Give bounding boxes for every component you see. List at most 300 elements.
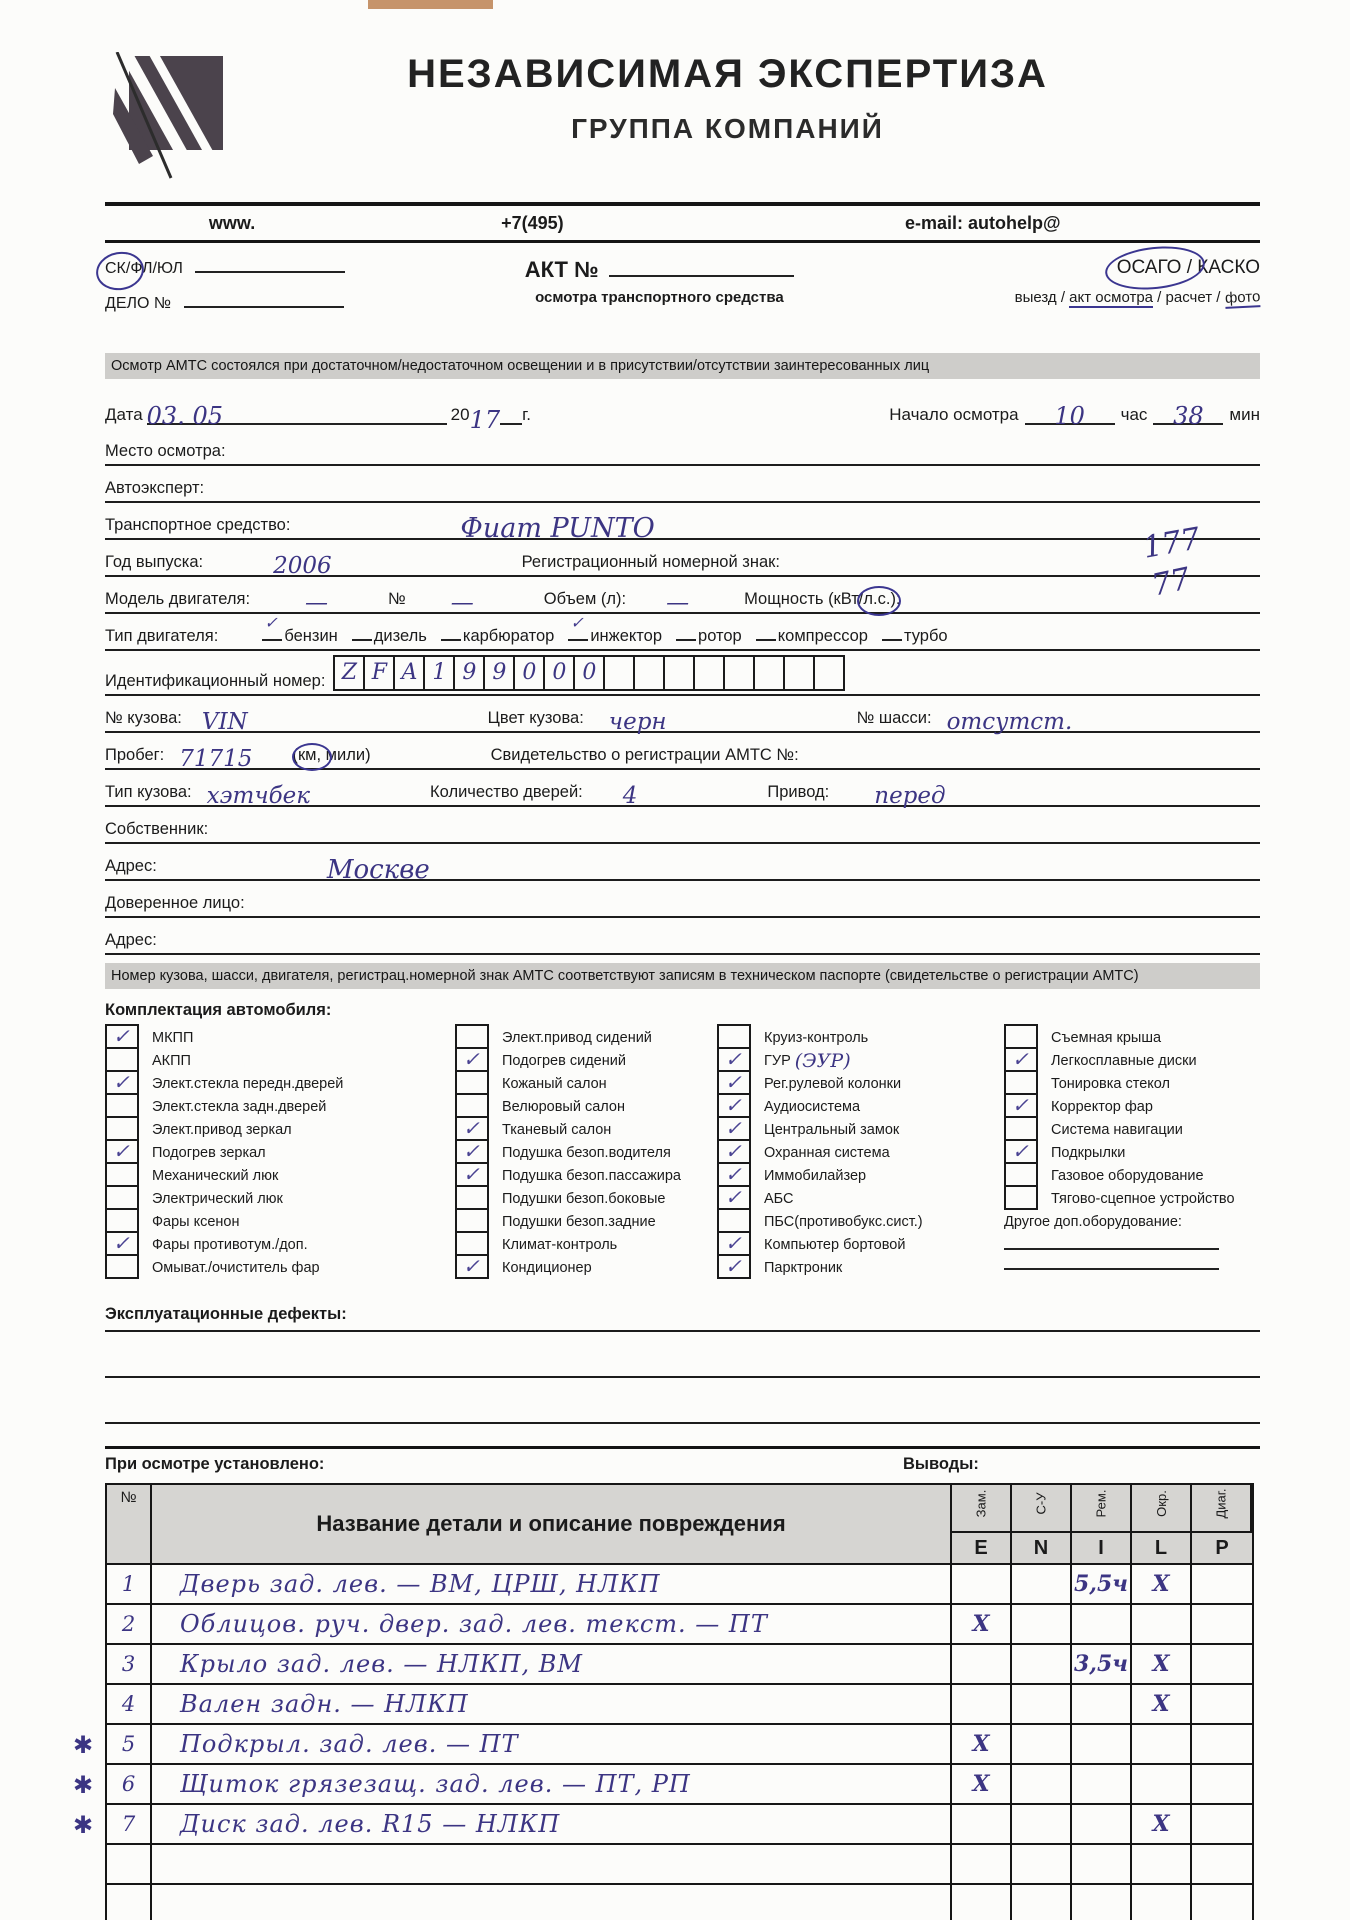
mileage-units (292, 746, 370, 765)
vin-char-handwritten: 9 (462, 660, 477, 685)
checkbox (455, 1208, 489, 1233)
row-number-cell (107, 1645, 152, 1683)
star-mark-icon: ✱ (73, 1812, 94, 1839)
client-type-circled: СК (105, 260, 126, 277)
units-pre: ( (292, 746, 298, 764)
mode-akt-osmotra: акт осмотра (1069, 289, 1154, 306)
conclusion-mark-handwritten: Х (1152, 1571, 1170, 1597)
equipment-item (105, 1187, 455, 1210)
units-circled: км (297, 746, 317, 764)
conclusion-mark-cell (1072, 1845, 1132, 1883)
pen-circle (857, 586, 901, 616)
engine-option-checkslot (882, 629, 902, 641)
owner-label: Собственник: (105, 820, 209, 838)
row-number-cell (107, 1805, 152, 1843)
equipment-item (717, 1046, 1004, 1072)
act-number-line (609, 261, 794, 277)
equipment-item (105, 1069, 455, 1095)
engine-option-label: бензин (284, 627, 338, 645)
conclusion-mark-cell (1192, 1885, 1252, 1920)
checkbox (455, 1185, 489, 1210)
units-post: , мили) (316, 746, 371, 764)
equipment-item (1004, 1118, 1260, 1141)
equipment-item-label: Фары ксенон (152, 1213, 240, 1230)
conclusion-mark-cell (1192, 1845, 1252, 1883)
checkbox (717, 1231, 751, 1256)
conclusion-mark-cell (1132, 1645, 1192, 1683)
vin-cell (663, 655, 695, 691)
equipment-item-label: Элект.стекла передн.дверей (152, 1075, 344, 1092)
check-mark-icon: ✓ (725, 1230, 742, 1255)
row-number-cell (107, 1685, 152, 1723)
inspection-table-body (73, 1565, 1252, 1920)
equipment-item-label: Подогрев сидений (502, 1052, 626, 1069)
date-label: Дата (105, 405, 143, 424)
equipment-item (455, 1115, 717, 1141)
equipment-item-label: Механический люк (152, 1167, 279, 1184)
check-mark-icon: ✓ (113, 1230, 130, 1255)
start-label: Начало осмотра (889, 405, 1019, 424)
address2-label: Адрес: (105, 931, 157, 949)
conclusion-mark-cell (1012, 1885, 1072, 1920)
equipment-item-label: Велюровый салон (502, 1098, 625, 1115)
doors-handwritten: 4 (622, 783, 638, 809)
conclusion-mark-cell (1012, 1565, 1072, 1603)
doors-label: Количество дверей: (430, 783, 583, 801)
equipment-column (105, 1023, 455, 1279)
defects-title: Эксплуатационные дефекты: (105, 1279, 1260, 1332)
engine-option-checkslot (676, 629, 696, 641)
check-mark-icon: ✓ (463, 1115, 480, 1140)
equipment-item (717, 1138, 1004, 1164)
table-col-rotated-label: Окр. (1153, 1490, 1169, 1517)
engine-type-label: Тип двигателя: (105, 627, 219, 645)
equipment-item-label: Съемная крыша (1051, 1029, 1162, 1046)
row-number-handwritten: 5 (121, 1732, 136, 1756)
equipment-item (105, 1164, 455, 1187)
conclusion-mark-cell (1192, 1645, 1252, 1683)
min-label: мин (1229, 405, 1260, 424)
cert-label: Свидетельство о регистрации АМТС №: (490, 746, 799, 764)
vin-cell (633, 655, 665, 691)
equipment-column (1004, 1026, 1260, 1279)
address1-handwritten: Москве (326, 855, 430, 885)
checkbox (717, 1093, 751, 1118)
found-label: При осмотре установлено: (105, 1455, 325, 1473)
table-row (107, 1845, 1252, 1885)
damage-description-handwritten: Крыло зад. лев. — НЛКП, ВМ (180, 1650, 583, 1678)
table-col-rotated-label: Рем. (1093, 1489, 1109, 1518)
equipment-item-label: Парктроник (764, 1259, 843, 1276)
equipment-item-label: Подушка безоп.пассажира (502, 1167, 681, 1184)
conclusion-mark-cell (1132, 1805, 1192, 1843)
conclusion-mark-cell (1072, 1645, 1132, 1683)
insurance-type (867, 257, 1260, 279)
table-col-letter: N (1012, 1533, 1072, 1563)
equipment-item (105, 1138, 455, 1164)
check-mark-icon: ✓ (725, 1138, 742, 1163)
check-mark-icon: ✓ (463, 1253, 480, 1278)
checkbox (1004, 1139, 1038, 1164)
damage-description-cell (152, 1765, 952, 1803)
defects-blank-line (105, 1332, 1260, 1378)
body-type-row (105, 770, 1260, 807)
table-num-header: № (107, 1485, 152, 1563)
damage-description-cell (152, 1565, 952, 1603)
mode-foto: фото (1224, 288, 1261, 307)
checkbox (455, 1254, 489, 1279)
client-type-field (105, 257, 452, 278)
date-value-handwritten: 03. 05 (146, 402, 223, 430)
table-col-letter: E (952, 1533, 1012, 1563)
checkbox (717, 1047, 751, 1072)
engine-option-label: инжектор (590, 627, 663, 645)
check-mark-icon: ✓ (113, 1069, 130, 1094)
equipment-item-label: Рег.рулевой колонки (764, 1075, 902, 1092)
expert-row (105, 466, 1260, 503)
engine-option-checkslot (756, 629, 776, 641)
check-mark-icon: ✓ (1012, 1046, 1029, 1071)
mileage-handwritten: 71715 (179, 746, 253, 772)
check-mark-icon: ✓ (463, 1161, 480, 1186)
conclusion-mark-cell (1012, 1645, 1072, 1683)
owner-row (105, 807, 1260, 844)
damage-description-cell (152, 1845, 952, 1883)
header (105, 0, 1260, 188)
year-suffix: г. (522, 405, 531, 424)
lighting-notice: Осмотр АМТС состоялся при достаточном/недостаточном освещении и в присутствии/отсутствии заинтересованных лиц (105, 353, 1260, 379)
conclusion-mark-cell (1132, 1885, 1192, 1920)
check-mark-icon: ✓ (725, 1161, 742, 1186)
equipment-item (105, 1118, 455, 1141)
checkbox (717, 1185, 751, 1210)
conclusion-mark-cell (1072, 1765, 1132, 1803)
check-mark-icon: ✓ (264, 615, 278, 632)
check-mark-icon: ✓ (1012, 1138, 1029, 1163)
vin-cell (333, 655, 365, 691)
equipment-item (455, 1161, 717, 1187)
conclusion-mark-cell (952, 1725, 1012, 1763)
equipment-item-label: ГУР (764, 1052, 791, 1069)
vin-cell (693, 655, 725, 691)
act-section (105, 257, 1260, 345)
checkbox (1004, 1024, 1038, 1049)
equipment-column (455, 1026, 717, 1279)
pen-circle (93, 248, 147, 294)
inspection-table (73, 1483, 1254, 1920)
damage-description-cell (152, 1685, 952, 1723)
year-value-handwritten: 2006 (273, 553, 332, 579)
equipment-item-label: Подкрылки (1051, 1144, 1126, 1161)
checkbox (1004, 1162, 1038, 1187)
match-note: Номер кузова, шасси, двигателя, регистрац.номерной знак АМТС соответствуют записям в техническом паспорте (свидетельстве о регистрации АМТС) (105, 963, 1260, 989)
equipment-item-label: МКПП (152, 1029, 194, 1046)
service-modes (867, 289, 1260, 308)
year-label: Год выпуска: (105, 553, 204, 571)
equipment-item (1004, 1164, 1260, 1187)
conclusion-mark-handwritten: Х (972, 1771, 990, 1797)
conclusion-mark-cell (1072, 1685, 1132, 1723)
damage-description-cell (152, 1725, 952, 1763)
other-equipment-line (1004, 1250, 1219, 1270)
vin-char-handwritten: 9 (492, 660, 507, 685)
body-type-label: Тип кузова: (105, 783, 192, 801)
vehicle-value-handwritten: Фиат PUNTO (460, 513, 655, 544)
engine-type-option (568, 615, 663, 645)
case-number-field (105, 292, 452, 313)
checkbox (1004, 1070, 1038, 1095)
engine-option-label: турбо (904, 627, 948, 645)
equipment-item-label: Элект.стекла задн.дверей (152, 1098, 327, 1115)
checkbox (717, 1024, 751, 1049)
equipment-item (455, 1095, 717, 1118)
vin-char-handwritten: 0 (582, 660, 597, 685)
conclusion-mark-cell (952, 1765, 1012, 1803)
equipment-item (717, 1210, 1004, 1233)
other-equipment-label: Другое доп.оборудование: (1004, 1214, 1182, 1230)
table-row (107, 1645, 1252, 1685)
defects-blank-line (105, 1378, 1260, 1424)
year-prefix: 20 (450, 405, 470, 424)
body-no-row (105, 696, 1260, 733)
checkbox (105, 1254, 139, 1279)
row-number-handwritten: 4 (121, 1692, 136, 1716)
conclusion-mark-cell (1132, 1765, 1192, 1803)
power-label (744, 590, 900, 609)
conclusion-mark-cell (1192, 1765, 1252, 1803)
company-subtitle: ГРУППА КОМПАНИЙ (571, 113, 884, 144)
row-number-cell (107, 1605, 152, 1643)
power-value-handwritten: 77 (1148, 561, 1194, 604)
row-number-handwritten: 7 (121, 1812, 136, 1836)
engine-type-option (882, 627, 948, 645)
check-mark-icon: ✓ (725, 1046, 742, 1071)
equipment-item-label: Иммобилайзер (764, 1167, 867, 1184)
vin-cells (335, 655, 845, 691)
equipment-item (1004, 1187, 1260, 1210)
row-number-handwritten: 1 (121, 1572, 136, 1596)
vin-row (105, 651, 1260, 696)
check-mark-icon: ✓ (570, 615, 584, 632)
insurance-circled: ОСАГО (1116, 257, 1182, 278)
vin-char-handwritten: 0 (552, 660, 567, 685)
year-handwritten: 17 (469, 406, 501, 434)
chassis-handwritten: отсутст. (946, 709, 1073, 735)
hour-label: час (1120, 405, 1148, 424)
equipment-item-label: Подушки безоп.задние (502, 1213, 656, 1230)
equipment-item (455, 1026, 717, 1049)
checkbox (1004, 1093, 1038, 1118)
email: e-mail: autohelp@ (905, 212, 1061, 233)
conclusion-mark-cell (1072, 1805, 1132, 1843)
table-row (107, 1605, 1252, 1645)
equipment-item-label: Охранная система (764, 1144, 890, 1161)
conclusion-mark-handwritten: Х (972, 1611, 990, 1637)
row-number-cell (107, 1565, 152, 1603)
check-mark-icon: ✓ (463, 1046, 480, 1071)
vin-cell (483, 655, 515, 691)
checkbox (455, 1093, 489, 1118)
row-number-cell (107, 1885, 152, 1920)
equipment-item (717, 1115, 1004, 1141)
conclusion-mark-handwritten: Х (1152, 1651, 1170, 1677)
other-equipment-line (1004, 1230, 1219, 1250)
engine-type-option (756, 627, 868, 645)
table-row (73, 1725, 1252, 1765)
vin-cell (543, 655, 575, 691)
checkbox (1004, 1047, 1038, 1072)
place-row (105, 429, 1260, 466)
equipment-item-label: Тонировка стекол (1051, 1075, 1170, 1092)
vin-cell (603, 655, 635, 691)
conclusions-label: Выводы: (903, 1455, 979, 1473)
conclusion-mark-handwritten: 3,5ч (1073, 1651, 1128, 1677)
equipment-item (1004, 1138, 1260, 1164)
conclusion-mark-handwritten: Х (1152, 1691, 1170, 1717)
pen-circle (1103, 242, 1207, 294)
trustee-label: Доверенное лицо: (105, 894, 245, 912)
vin-label: Идентификационный номер: (105, 672, 326, 690)
check-mark-icon: ✓ (463, 1138, 480, 1163)
checkbox (105, 1139, 139, 1164)
row-number-handwritten: 6 (121, 1772, 136, 1796)
company-title: НЕЗАВИСИМАЯ ЭКСПЕРТИЗА (407, 52, 1048, 96)
check-mark-icon: ✓ (113, 1138, 130, 1163)
checkbox (105, 1231, 139, 1256)
trustee-row (105, 881, 1260, 918)
engine-no-dash: — (450, 590, 474, 616)
table-col-rotated-header (1012, 1485, 1072, 1533)
conclusion-mark-cell (1132, 1685, 1192, 1723)
equipment-item (105, 1049, 455, 1072)
engine-no-label: № (388, 590, 406, 608)
checkbox (105, 1208, 139, 1233)
vin-cell (783, 655, 815, 691)
checkbox (455, 1024, 489, 1049)
table-col-rotated-header (952, 1485, 1012, 1533)
conclusion-mark-cell (1072, 1605, 1132, 1643)
equipment-item-label: Подогрев зеркал (152, 1144, 266, 1161)
equipment-item (105, 1210, 455, 1233)
equipment-item-label: Газовое оборудование (1051, 1167, 1204, 1184)
engine-type-options (248, 615, 948, 646)
reg-value-handwritten: 177 (1140, 521, 1203, 566)
client-type-rest: /ФЛ/ЮЛ (125, 260, 183, 277)
table-row (107, 1565, 1252, 1605)
power-label-pre: Мощность (кВт/ (744, 590, 864, 608)
vin-char-handwritten: 0 (522, 660, 537, 685)
engine-model-label: Модель двигателя: (105, 590, 251, 608)
equipment-item (1004, 1092, 1260, 1118)
vin-char-handwritten: A (401, 660, 418, 685)
conclusion-mark-cell (1012, 1685, 1072, 1723)
equipment-item (717, 1253, 1004, 1279)
checkbox (717, 1162, 751, 1187)
engine-model-dash: — (305, 590, 329, 616)
address1-label: Адрес: (105, 857, 157, 875)
equipment-item (717, 1069, 1004, 1095)
handwritten-note: (ЭУР) (794, 1049, 851, 1072)
color-label: Цвет кузова: (487, 709, 584, 727)
vin-cell (573, 655, 605, 691)
row-number-handwritten: 3 (121, 1652, 136, 1676)
checkbox (455, 1139, 489, 1164)
mileage-label: Пробег: (105, 746, 165, 764)
case-number-line (184, 292, 344, 308)
equipment-item (455, 1138, 717, 1164)
drive-handwritten: перед (874, 783, 946, 809)
equipment-item-label: Корректор фар (1051, 1098, 1153, 1115)
conclusion-mark-cell (952, 1805, 1012, 1843)
vin-char-handwritten: 1 (432, 660, 447, 685)
engine-option-checkslot (262, 615, 282, 641)
equipment-item-label: Климат-контроль (502, 1236, 618, 1253)
check-mark-icon: ✓ (725, 1069, 742, 1094)
conclusion-mark-handwritten: Х (1152, 1811, 1170, 1837)
equipment-item (717, 1092, 1004, 1118)
conclusion-mark-cell (1012, 1725, 1072, 1763)
vin-cell (753, 655, 785, 691)
table-row (107, 1885, 1252, 1920)
conclusion-mark-cell (1132, 1605, 1192, 1643)
engine-option-label: компрессор (777, 627, 868, 645)
check-mark-icon: ✓ (725, 1115, 742, 1140)
start-min-handwritten: 38 (1173, 402, 1204, 430)
vin-cell (513, 655, 545, 691)
conclusion-mark-handwritten: Х (972, 1731, 990, 1757)
conclusion-mark-cell (1192, 1725, 1252, 1763)
checkbox (455, 1231, 489, 1256)
conclusion-mark-cell (952, 1605, 1012, 1643)
equipment-item (1004, 1072, 1260, 1095)
equipment-item (455, 1072, 717, 1095)
insurance-rest: / КАСКО (1181, 257, 1260, 278)
equipment-item (105, 1230, 455, 1256)
conclusion-mark-cell (1192, 1805, 1252, 1843)
table-row (73, 1765, 1252, 1805)
check-mark-icon: ✓ (725, 1092, 742, 1117)
checkbox (455, 1116, 489, 1141)
table-col-rotated-header (1132, 1485, 1192, 1533)
checkbox (105, 1162, 139, 1187)
color-handwritten: черн (608, 709, 667, 735)
equipment-item-label: Круиз-контроль (764, 1029, 869, 1046)
equipment-item (455, 1046, 717, 1072)
equipment-item (717, 1161, 1004, 1187)
table-col-letter: L (1132, 1533, 1192, 1563)
equipment-item (105, 1095, 455, 1118)
checkbox (717, 1208, 751, 1233)
conclusion-mark-cell (1132, 1565, 1192, 1603)
conclusion-mark-cell (1012, 1605, 1072, 1643)
damage-description-cell (152, 1885, 952, 1920)
checkbox (717, 1070, 751, 1095)
engine-option-label: карбюратор (462, 627, 555, 645)
checkbox (717, 1254, 751, 1279)
conclusion-mark-cell (952, 1565, 1012, 1603)
check-mark-icon: ✓ (725, 1253, 742, 1278)
damage-description-cell (152, 1605, 952, 1643)
conclusion-mark-handwritten: 5,5ч (1073, 1571, 1128, 1597)
start-hour-handwritten: 10 (1054, 402, 1085, 430)
equipment-item (717, 1230, 1004, 1256)
checkbox (105, 1116, 139, 1141)
equipment-item-label: Подушки безоп.боковые (502, 1190, 666, 1207)
conclusion-mark-cell (1012, 1805, 1072, 1843)
vin-cell (363, 655, 395, 691)
checkbox (455, 1047, 489, 1072)
mode-vyezd: выезд / (1014, 289, 1070, 306)
